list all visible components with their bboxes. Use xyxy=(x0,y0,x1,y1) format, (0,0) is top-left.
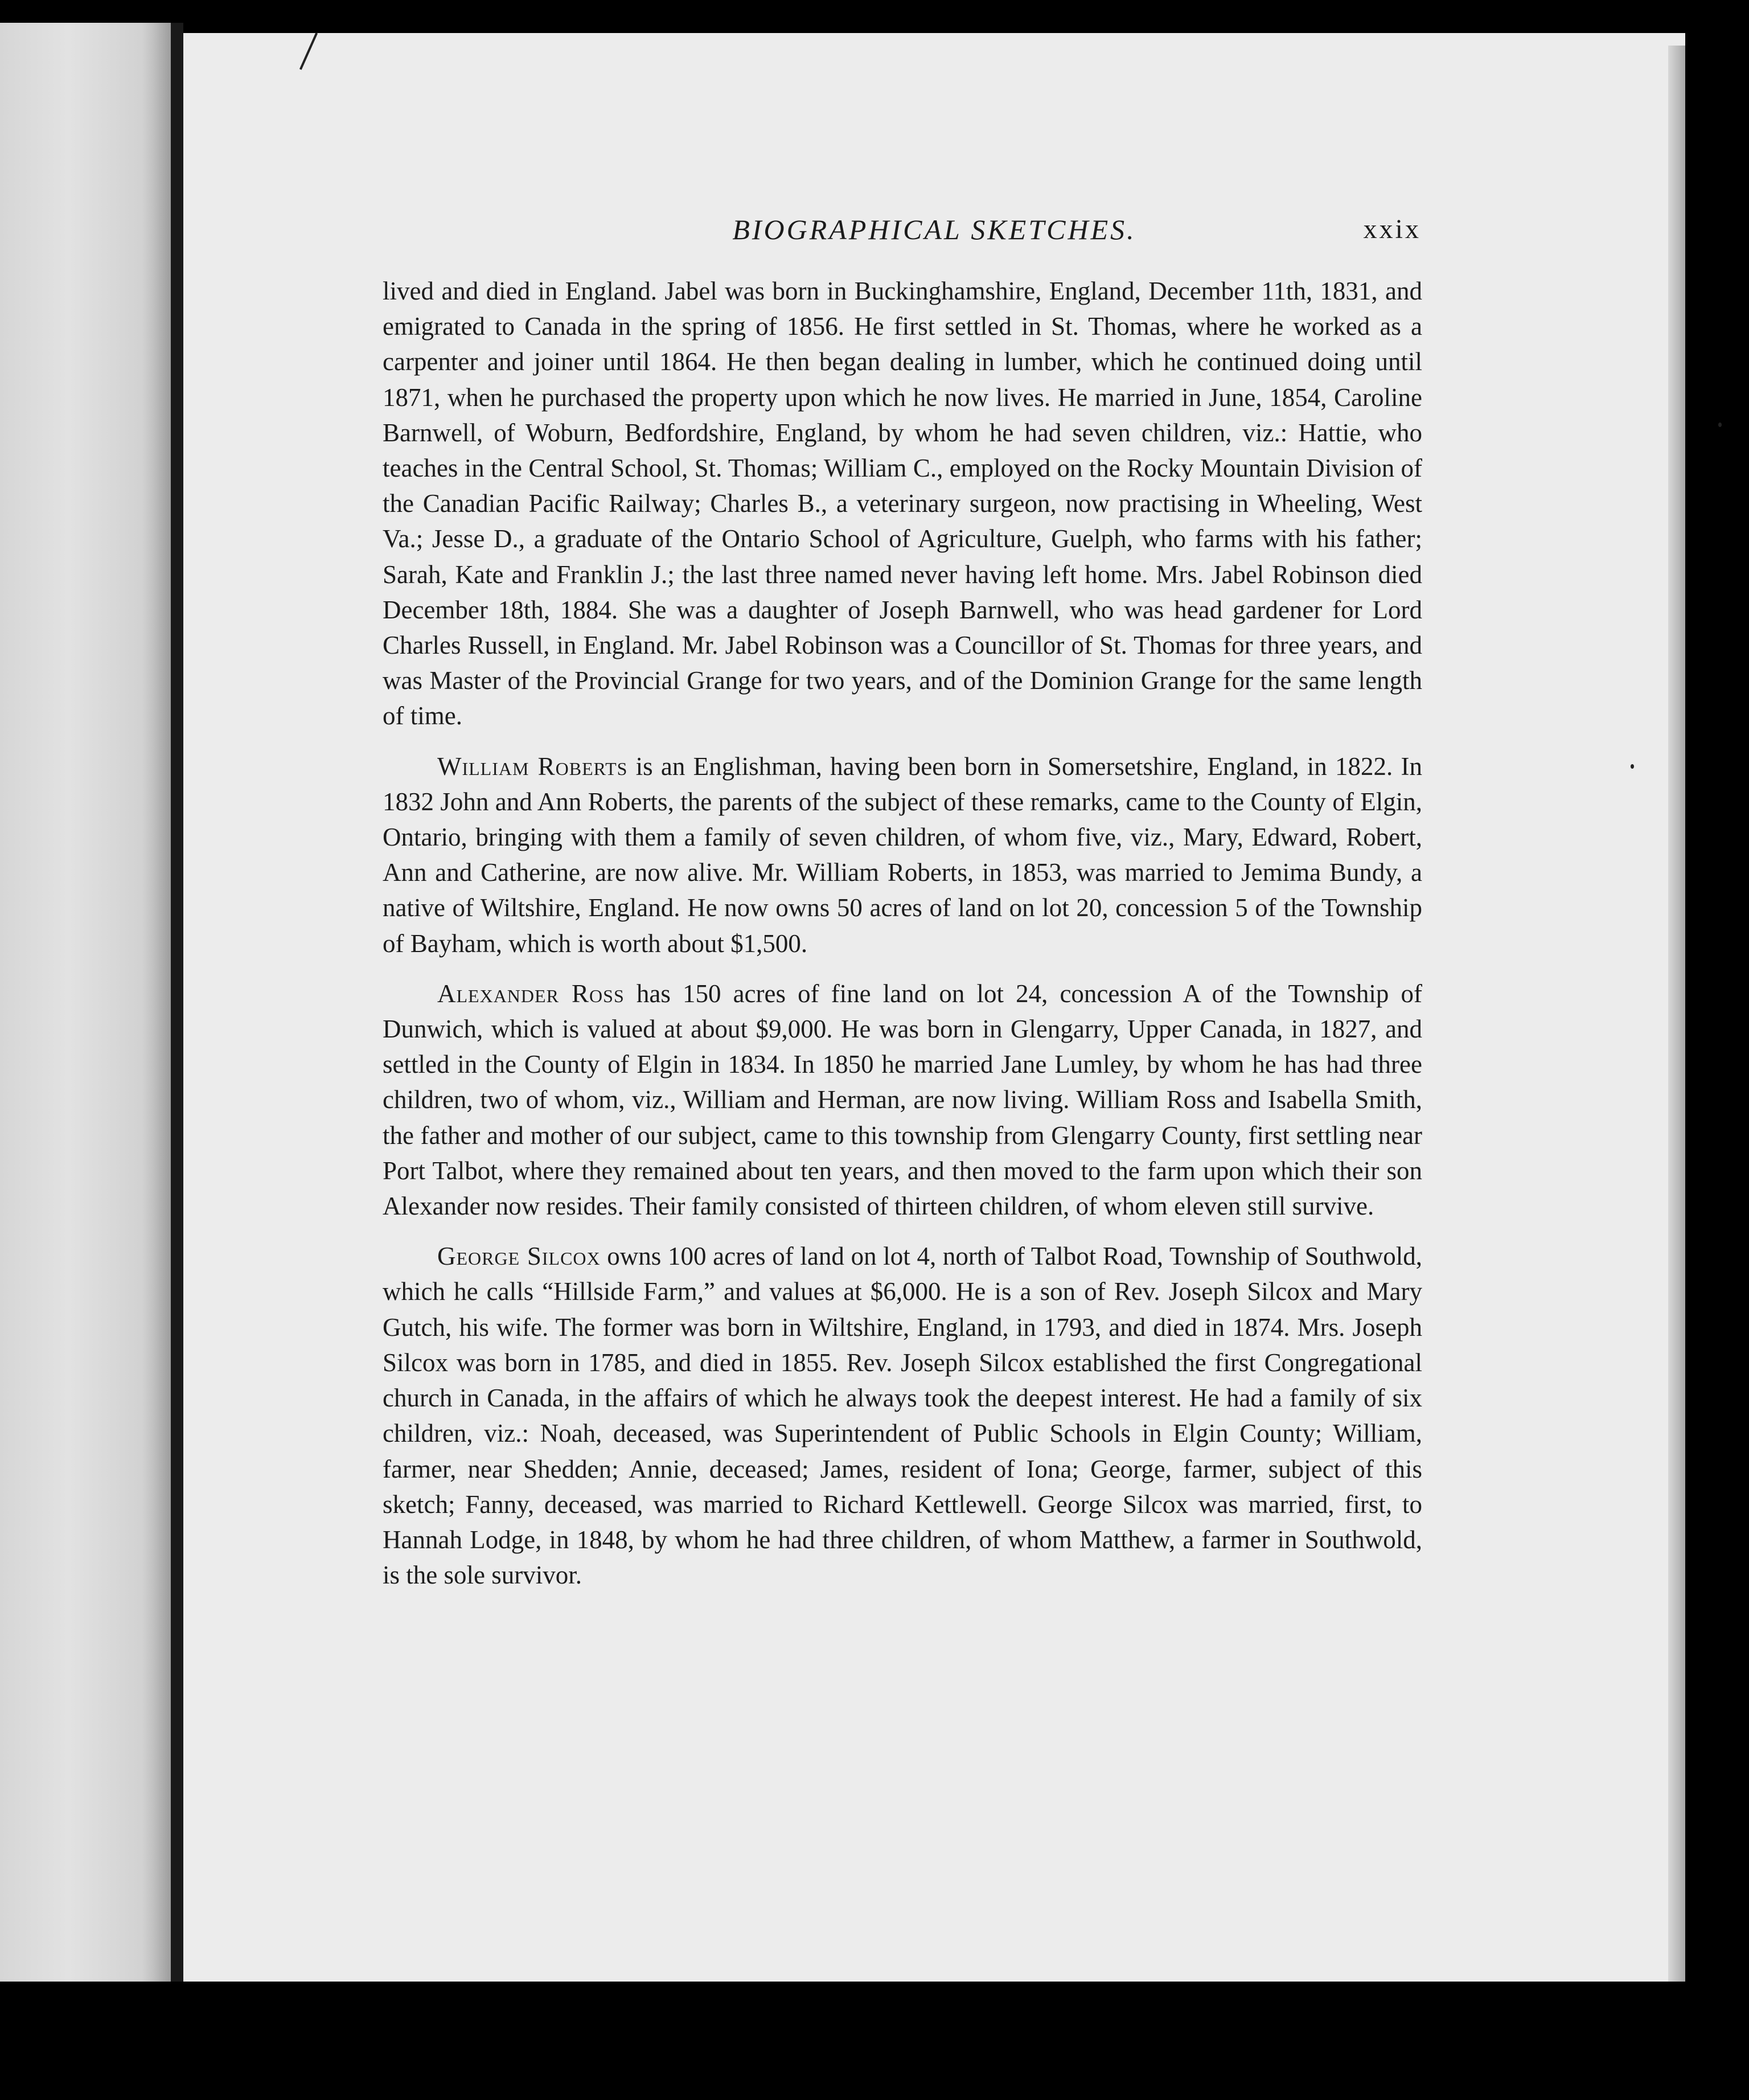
ink-speck xyxy=(1631,764,1634,769)
right-page-edge xyxy=(1668,46,1685,1982)
page-number: xxix xyxy=(1363,214,1421,244)
subject-name: William Roberts xyxy=(437,752,628,781)
paragraph-roberts xyxy=(383,749,1422,961)
subject-name: Alexander Ross xyxy=(437,979,625,1008)
paragraph-silcox xyxy=(383,1238,1422,1593)
running-title: BIOGRAPHICAL SKETCHES. xyxy=(732,214,1136,245)
paragraph-text: owns 100 acres of land on lot 4, north of Talbot Road, Township of Southwold, which he calls “Hillside Farm,” and values at $6,000. He is a son of Rev. Joseph Silcox and Mary Gutch, his wife. The former was born in Wiltshire, England, in 1793, and died in 1874. Mrs. Joseph Silcox was born in 1785, and died in 1855. Rev. Joseph Silcox established the first Congregational church in Canada, in the affairs of which he always took the deepest interest. He had a family of six children, viz.: Noah, deceased, was Superintendent of Public Schools in Elgin County; William, farmer, near Shedden; Annie, deceased; James, resident of Iona; George, farmer, subject of this sketch; Fanny, deceased, was married to Richard Kettlewell. George Silcox was married, first, to Hannah Lodge, in 1848, by whom he had three children, of whom Matthew, a farmer in Southwold, is the sole survivor. xyxy=(383,1242,1422,1590)
ink-speck xyxy=(1718,423,1722,427)
book-gutter xyxy=(171,23,183,1982)
paragraph-text: lived and died in England. Jabel was born in Buckinghamshire, England, December 11th, 1831, and emigrated to Canada in the spring of 1856. He first settled in St. Thomas, where he worked as a carpenter and joiner until 1864. He then began dealing in lumber, which he continued doing until 1871, when he purchased the property upon which he now lives. He married in June, 1854, Caroline Barnwell, of Woburn, Bedfordshire, England, by whom he had seven children, viz.: Hattie, who teaches in the Central School, St. Thomas; William C., employed on the Rocky Mountain Division of the Canadian Pacific Railway; Charles B., a veterinary surgeon, now practising in Wheeling, West Va.; Jesse D., a graduate of the Ontario School of Agriculture, Guelph, who farms with his father; Sarah, Kate and Franklin J.; the last three named never having left home. Mrs. Jabel Robinson died December 18th, 1884. She was a daughter of Joseph Barnwell, who was head gardener for Lord Charles Russell, in England. Mr. Jabel Robinson was a Councillor of St. Thomas for three years, and was Master of the Provincial Grange for two years, and of the Dominion Grange for the same length of time. xyxy=(383,277,1422,731)
paragraph-text: has 150 acres of fine land on lot 24, concession A of the Township of Dunwich, which is valued at about $9,000. He was born in Glengarry, Upper Canada, in 1827, and settled in the County of Elgin in 1834. In 1850 he married Jane Lumley, by whom he has had three children, two of whom, viz., William and Herman, are now living. William Ross and Isabella Smith, the father and mother of our subject, came to this township from Glengarry County, first settling near Port Talbot, where they remained about ten years, and then moved to the farm upon which their son Alexander now resides. Their family consisted of thirteen children, of whom eleven still survive. xyxy=(383,979,1422,1221)
running-head xyxy=(183,210,1685,249)
text-body xyxy=(383,273,1422,1607)
paragraph-robinson xyxy=(383,273,1422,734)
paragraph-ross xyxy=(383,976,1422,1224)
paragraph-text: is an Englishman, having been born in Somersetshire, England, in 1822. In 1832 John and Ann Roberts, the parents of the subject of these remarks, came to the County of Elgin, Ontario, bringing with them a family of seven children, of whom five, viz., Mary, Edward, Robert, Ann and Catherine, are now alive. Mr. William Roberts, in 1853, was married to Jemima Bundy, a native of Wiltshire, England. He now owns 50 acres of land on lot 20, concession 5 of the Township of Bayham, which is worth about $1,500. xyxy=(383,752,1422,958)
subject-name: George Silcox xyxy=(437,1242,601,1271)
